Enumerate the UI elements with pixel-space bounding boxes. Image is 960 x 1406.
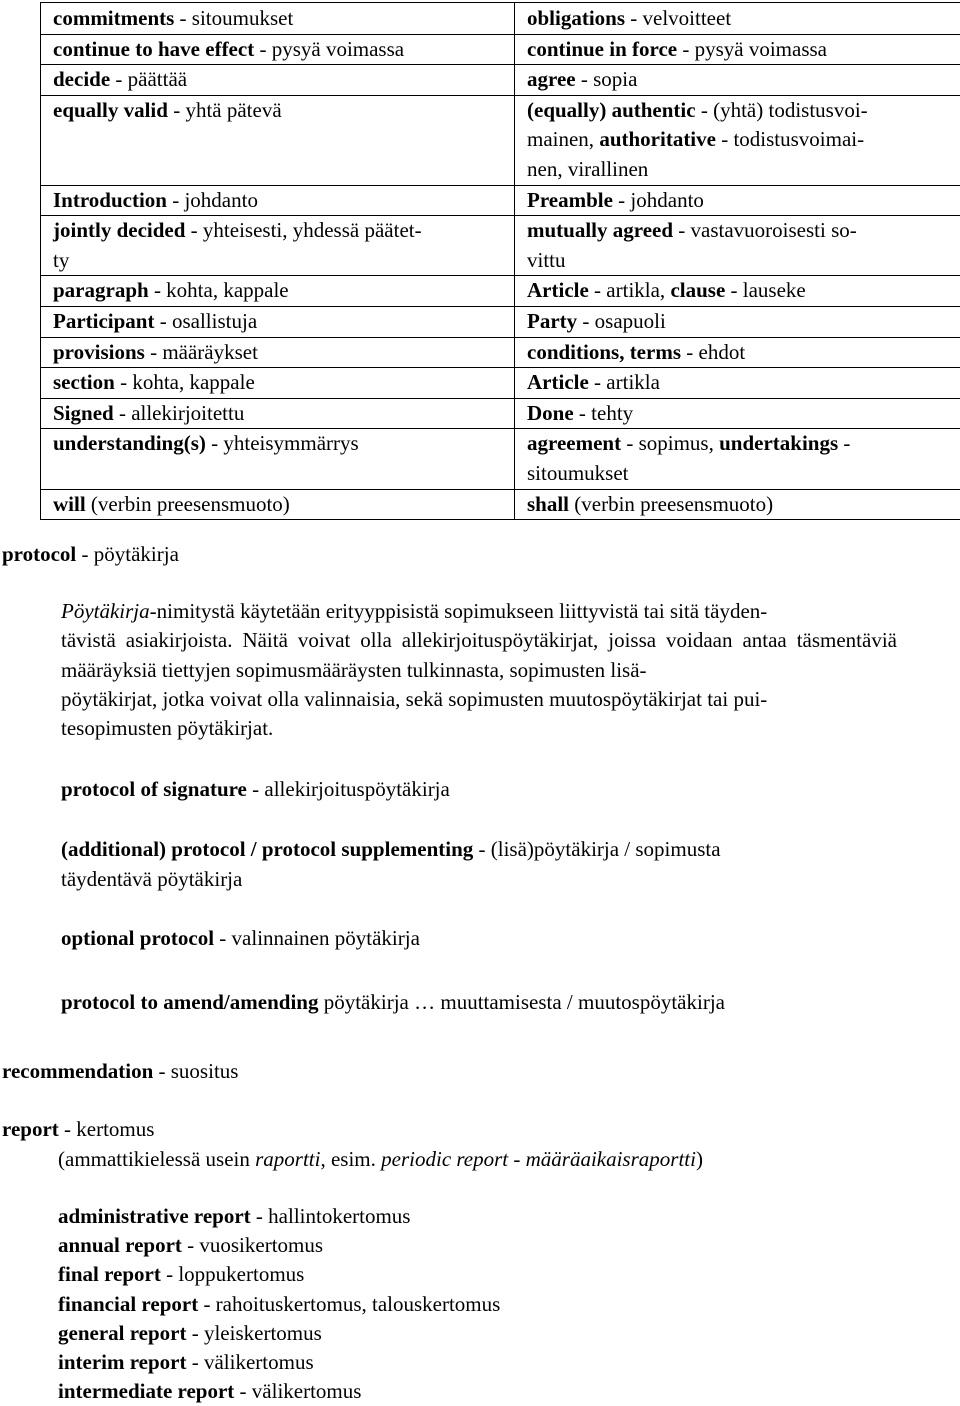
- glossary-cell-right: agreement - sopimus, undertakings - sitoumukset: [515, 429, 960, 489]
- protocol-paragraph: Pöytäkirja-nimitystä käytetään erityyppisistä sopimukseen liittyvistä tai sitä täyden- tävistä asiakirjoista. Näitä voivat olla allekirjoituspöytäkirjat, joissa voidaan antaa täsmentäviä määräyksiä tiettyjen sopimusmääräysten tulkinnasta, sopimusten lisä- pöytäkirjat, jotka voivat olla valinnaisia, sekä sopimusten muutospöytäkirjat tai pui- tesopimusten pöytäkirjat.: [61, 597, 897, 743]
- glossary-cell-left: section - kohta, kappale: [41, 368, 515, 399]
- term-bold: agree: [527, 67, 576, 91]
- recommendation-term: recommendation: [2, 1059, 153, 1083]
- glossary-cell-left: equally valid - yhtä pätevä: [41, 95, 515, 185]
- glossary-row: [41, 185, 960, 216]
- glossary-cell-left: continue to have effect - pysyä voimassa: [41, 34, 515, 65]
- term-bold: paragraph: [53, 278, 149, 302]
- term-bold: Introduction: [53, 188, 167, 212]
- glossary-row: [41, 3, 960, 35]
- glossary-cell-right: obligations - velvoitteet: [515, 3, 960, 35]
- term-bold: protocol to amend/amending: [61, 990, 318, 1014]
- glossary-cell-right: Article - artikla, clause - lauseke: [515, 276, 960, 307]
- glossary-row: [41, 34, 960, 65]
- term-bold: shall: [527, 492, 569, 516]
- glossary-cell-right: conditions, terms - ehdot: [515, 337, 960, 368]
- term-bold: (equally) authentic: [527, 98, 696, 122]
- glossary-cell-right: Party - osapuoli: [515, 306, 960, 337]
- report-type-item: annual report - vuosikertomus: [58, 1231, 500, 1260]
- glossary-cell-left: Participant - osallistuja: [41, 306, 515, 337]
- term-bold: continue in force: [527, 37, 677, 61]
- term-bold: continue to have effect: [53, 37, 254, 61]
- term-italic: raportti: [255, 1147, 320, 1171]
- glossary-row: [41, 306, 960, 337]
- report-definition: - kertomus: [59, 1117, 155, 1141]
- protocol-subentry: protocol of signature - allekirjoituspöytäkirja: [61, 775, 450, 805]
- term-bold: undertakings: [719, 431, 838, 455]
- glossary-table-body: [41, 3, 960, 520]
- term-bold: understanding(s): [53, 431, 206, 455]
- glossary-row: [41, 216, 960, 276]
- protocol-term: protocol: [2, 542, 76, 566]
- report-types-list: [58, 1202, 500, 1406]
- report-type-item: final report - loppukertomus: [58, 1260, 500, 1289]
- term-bold: Preamble: [527, 188, 613, 212]
- term-bold: intermediate report: [58, 1379, 234, 1403]
- glossary-cell-left: Introduction - johdanto: [41, 185, 515, 216]
- term-bold: obligations: [527, 6, 625, 30]
- glossary-row: [41, 489, 960, 520]
- glossary-cell-left: provisions - määräykset: [41, 337, 515, 368]
- glossary-cell-right: agree - sopia: [515, 65, 960, 96]
- term-bold: decide: [53, 67, 110, 91]
- recommendation-entry: [2, 1057, 238, 1087]
- term-bold: jointly decided: [53, 218, 185, 242]
- report-type-item: administrative report - hallintokertomus: [58, 1202, 500, 1231]
- glossary-cell-right: shall (verbin preesensmuoto): [515, 489, 960, 520]
- glossary-row: [41, 65, 960, 96]
- report-entry: [2, 1115, 154, 1145]
- protocol-entry: [2, 540, 179, 570]
- term-bold: agreement: [527, 431, 621, 455]
- term-bold: protocol of signature: [61, 777, 247, 801]
- term-bold: equally valid: [53, 98, 168, 122]
- protocol-subentry: (additional) protocol / protocol supplementing - (lisä)pöytäkirja / sopimusta täydentävä pöytäkirja: [61, 835, 721, 894]
- glossary-row: [41, 368, 960, 399]
- glossary-row: [41, 276, 960, 307]
- term-bold: commitments: [53, 6, 174, 30]
- glossary-cell-right: Done - tehty: [515, 398, 960, 429]
- term-bold: conditions, terms: [527, 340, 681, 364]
- term-bold: Done: [527, 401, 574, 425]
- protocol-subentry: optional protocol - valinnainen pöytäkirja: [61, 924, 420, 954]
- protocol-definition: - pöytäkirja: [76, 542, 179, 566]
- report-note: (ammattikielessä usein raportti, esim. periodic report - määräaikaisraportti): [58, 1145, 703, 1175]
- glossary-cell-left: jointly decided - yhteisesti, yhdessä päätet- ty: [41, 216, 515, 276]
- term-bold: Party: [527, 309, 577, 333]
- glossary-cell-right: Preamble - johdanto: [515, 185, 960, 216]
- term-bold: clause: [670, 278, 725, 302]
- recommendation-definition: - suositus: [153, 1059, 238, 1083]
- glossary-table: [40, 2, 960, 520]
- glossary-cell-left: commitments - sitoumukset: [41, 3, 515, 35]
- glossary-cell-left: will (verbin preesensmuoto): [41, 489, 515, 520]
- glossary-cell-right: Article - artikla: [515, 368, 960, 399]
- term-bold: optional protocol: [61, 926, 214, 950]
- term-bold: Signed: [53, 401, 114, 425]
- term-bold: Participant: [53, 309, 154, 333]
- glossary-cell-right: continue in force - pysyä voimassa: [515, 34, 960, 65]
- glossary-cell-left: Signed - allekirjoitettu: [41, 398, 515, 429]
- term-bold: mutually agreed: [527, 218, 673, 242]
- term-bold: will: [53, 492, 86, 516]
- term-bold: Article: [527, 278, 589, 302]
- glossary-row: [41, 429, 960, 489]
- term-bold: administrative report: [58, 1204, 251, 1228]
- term-bold: provisions: [53, 340, 145, 364]
- term-bold: annual report: [58, 1233, 182, 1257]
- report-term: report: [2, 1117, 59, 1141]
- term-bold: Article: [527, 370, 589, 394]
- glossary-row: [41, 398, 960, 429]
- report-type-item: financial report - rahoituskertomus, talouskertomus: [58, 1290, 500, 1319]
- term-bold: section: [53, 370, 115, 394]
- glossary-cell-right: (equally) authentic - (yhtä) todistusvoi- mainen, authoritative - todistusvoimai- nen, virallinen: [515, 95, 960, 185]
- protocol-subentry: protocol to amend/amending pöytäkirja … muuttamisesta / muutospöytäkirja: [61, 988, 725, 1018]
- report-type-item: intermediate report - välikertomus: [58, 1377, 500, 1406]
- glossary-cell-left: decide - päättää: [41, 65, 515, 96]
- glossary-cell-right: mutually agreed - vastavuoroisesti so- vittu: [515, 216, 960, 276]
- report-type-item: interim report - välikertomus: [58, 1348, 500, 1377]
- term-bold: interim report: [58, 1350, 186, 1374]
- glossary-row: [41, 95, 960, 185]
- term-bold: final report: [58, 1262, 161, 1286]
- term-bold: authoritative: [599, 127, 716, 151]
- glossary-cell-left: paragraph - kohta, kappale: [41, 276, 515, 307]
- report-type-item: general report - yleiskertomus: [58, 1319, 500, 1348]
- term-bold: financial report: [58, 1292, 198, 1316]
- term-bold: general report: [58, 1321, 186, 1345]
- glossary-row: [41, 337, 960, 368]
- glossary-cell-left: understanding(s) - yhteisymmärrys: [41, 429, 515, 489]
- term-italic: periodic report - määräaikaisraportti: [381, 1147, 696, 1171]
- term-italic: Pöytäkirja: [61, 599, 150, 623]
- term-bold: (additional) protocol / protocol supplementing: [61, 837, 473, 861]
